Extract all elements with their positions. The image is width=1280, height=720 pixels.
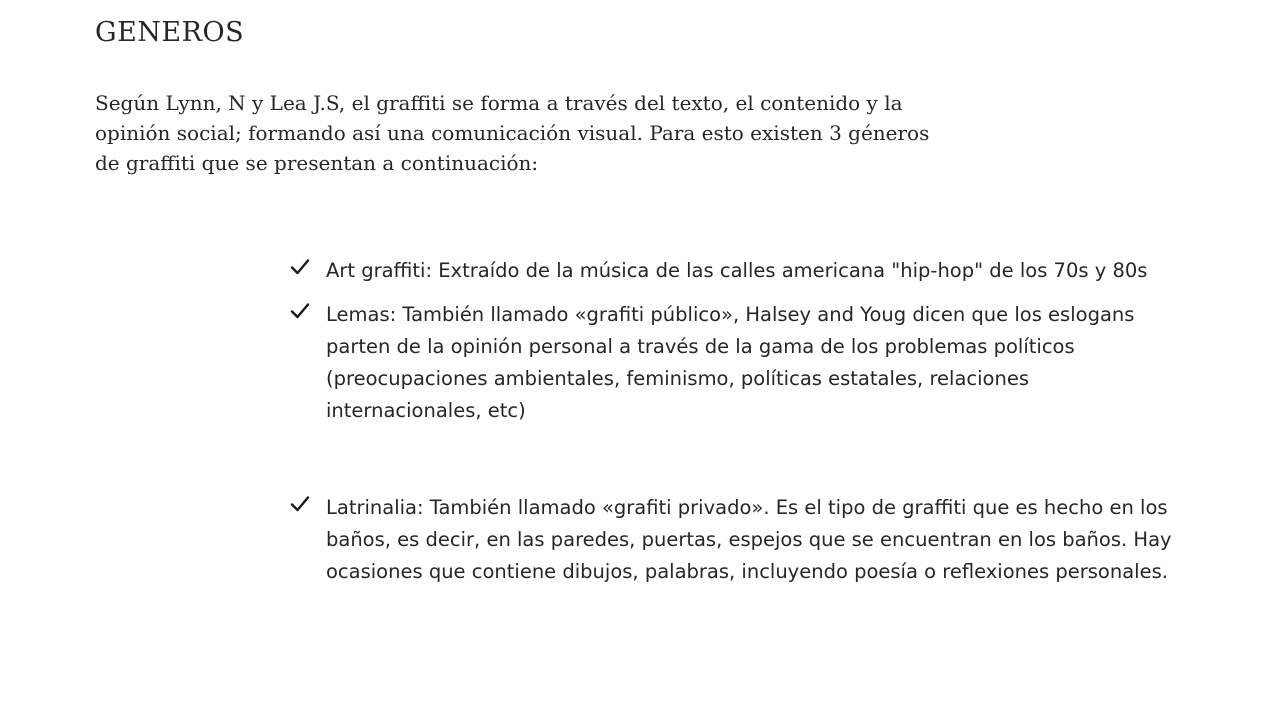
- list-item: [290, 299, 1190, 427]
- genre-list: [290, 255, 1190, 588]
- slide-title: GENEROS: [95, 17, 245, 48]
- checkmark-icon: [290, 494, 310, 514]
- checkmark-icon: [290, 301, 310, 321]
- list-item-text: Art graffiti: Extraído de la música de las calles americana "hip-hop" de los 70s y 80s: [326, 259, 1148, 282]
- list-item: [290, 492, 1190, 588]
- checkmark-icon: [290, 257, 310, 277]
- list-item: [290, 255, 1190, 287]
- list-item-text: Lemas: También llamado «grafiti público», Halsey and Youg dicen que los eslogans parten de la opinión personal a través de la gama de los problemas políticos (preocupaciones ambientales, feminismo, políticas estatales, relaciones internacionales, etc): [326, 303, 1135, 422]
- intro-paragraph: Según Lynn, N y Lea J.S, el graffiti se forma a través del texto, el contenido y la opinión social; formando así una comunicación visual. Para esto existen 3 géneros de graffiti que se presentan a continuación:: [95, 91, 930, 175]
- list-item-text: Latrinalia: También llamado «grafiti privado». Es el tipo de graffiti que es hecho en los baños, es decir, en las paredes, puertas, espejos que se encuentran en los baños. Hay ocasiones que contiene dibujos, palabras, incluyendo poesía o reflexiones personales.: [326, 496, 1172, 583]
